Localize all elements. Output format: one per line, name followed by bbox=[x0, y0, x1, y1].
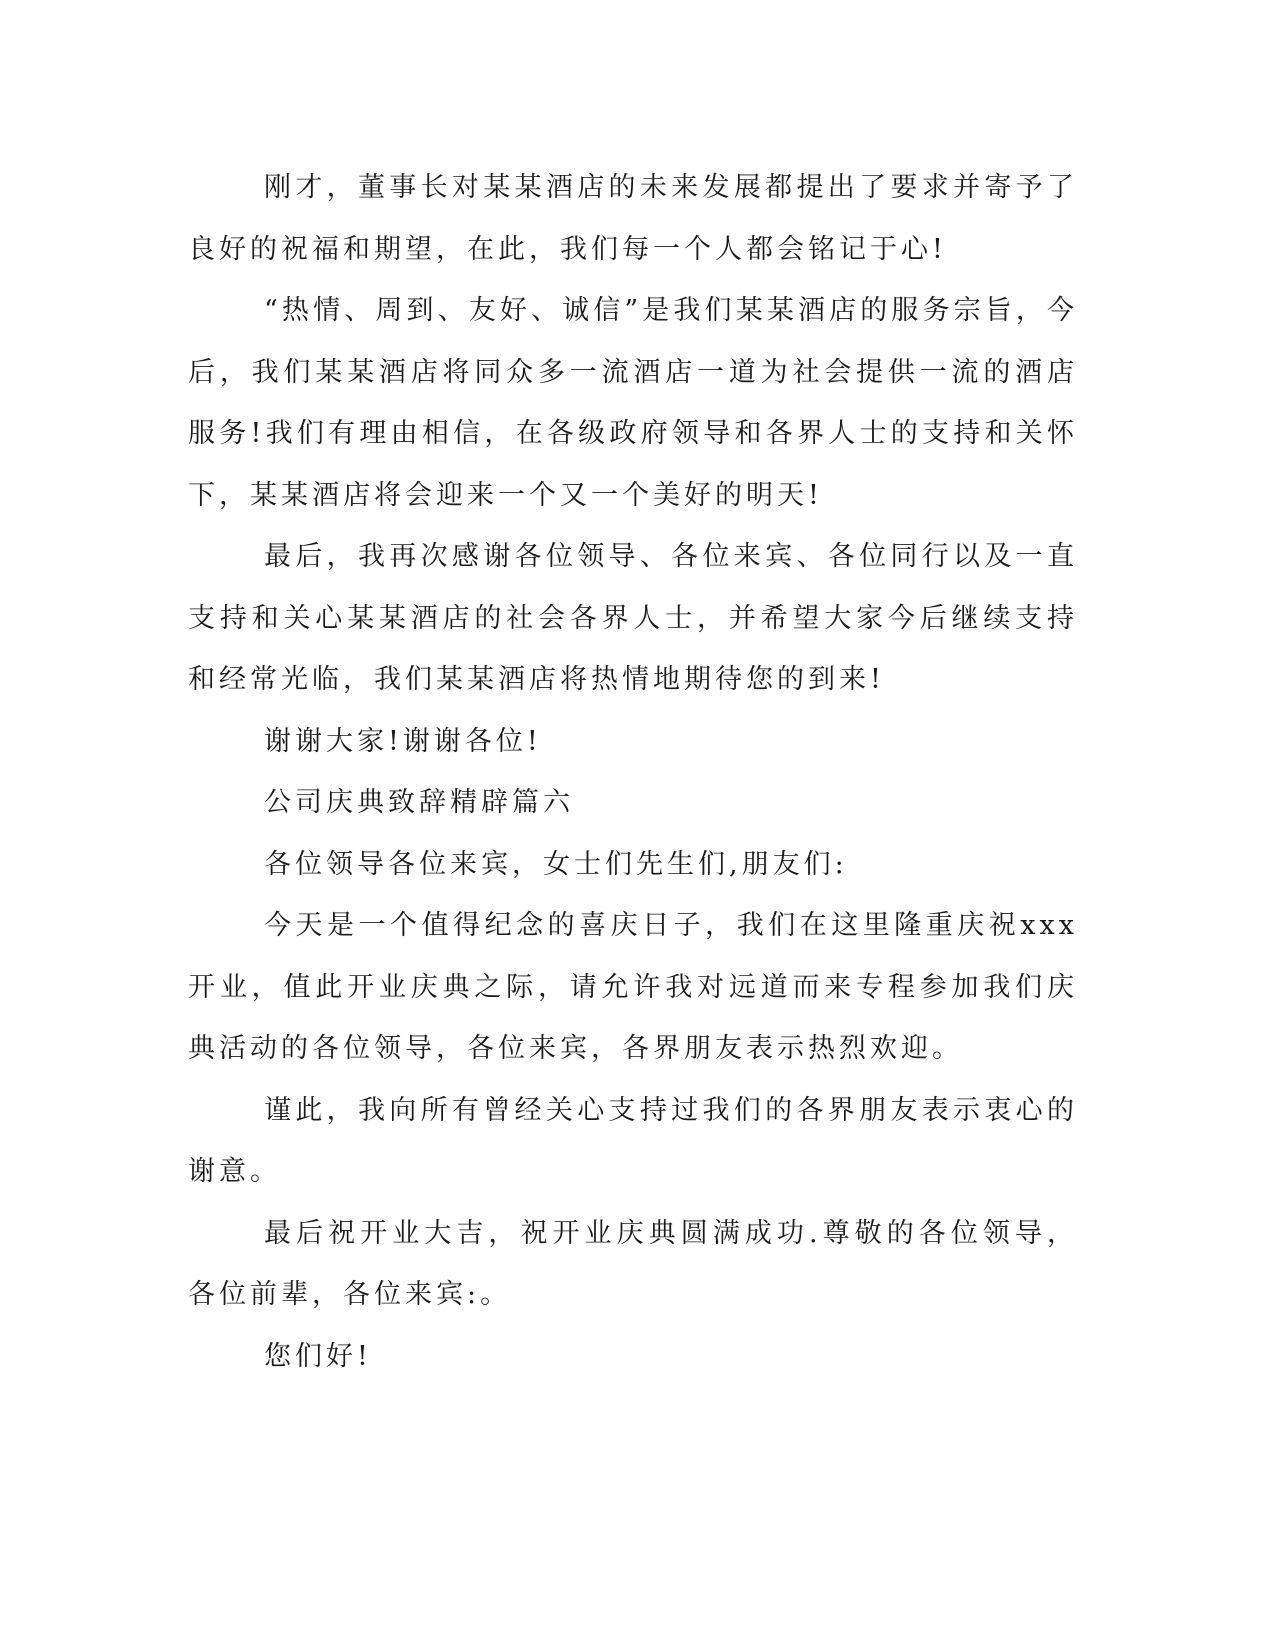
paragraph-greeting: 各位领导各位来宾，女士们先生们,朋友们: bbox=[264, 848, 848, 880]
paragraph-service-tenet: “热情、周到、友好、诚信”是我们某某酒店的服务宗旨，今后，我们某某酒店将同众多一流酒店一道为社会提供一流的酒店服务!我们有理由相信，在各级政府领导和各界人士的支持和关怀下，某某酒店将会迎来一个又一个美好的明天! bbox=[188, 295, 1078, 511]
paragraph-opening-celebration: 今天是一个值得纪念的喜庆日子，我们在这里隆重庆祝xxx开业，值此开业庆典之际，请允许我对远道而来专程参加我们庆典活动的各位领导，各位来宾，各界朋友表示热烈欢迎。 bbox=[188, 910, 1078, 1064]
section-heading: 公司庆典致辞精辟篇六 bbox=[264, 787, 574, 818]
paragraph-final-thanks: 最后，我再次感谢各位领导、各位来宾、各位同行以及一直支持和关心某某酒店的社会各界人士，并希望大家今后继续支持和经常光临，我们某某酒店将热情地期待您的到来! bbox=[188, 541, 1078, 695]
paragraph-thank-you: 谢谢大家!谢谢各位! bbox=[264, 725, 542, 757]
paragraph-chairman-wishes: 刚才，董事长对某某酒店的未来发展都提出了要求并寄予了良好的祝福和期望，在此，我们每一个人都会铭记于心! bbox=[188, 172, 1078, 265]
paragraph-hello: 您们好! bbox=[264, 1340, 372, 1372]
paragraph-gratitude: 谨此，我向所有曾经关心支持过我们的各界朋友表示衷心的谢意。 bbox=[188, 1094, 1078, 1187]
paragraph-blessing: 最后祝开业大吉，祝开业庆典圆满成功.尊敬的各位领导，各位前辈，各位来宾:。 bbox=[188, 1217, 1078, 1310]
document-body bbox=[188, 157, 1078, 1387]
